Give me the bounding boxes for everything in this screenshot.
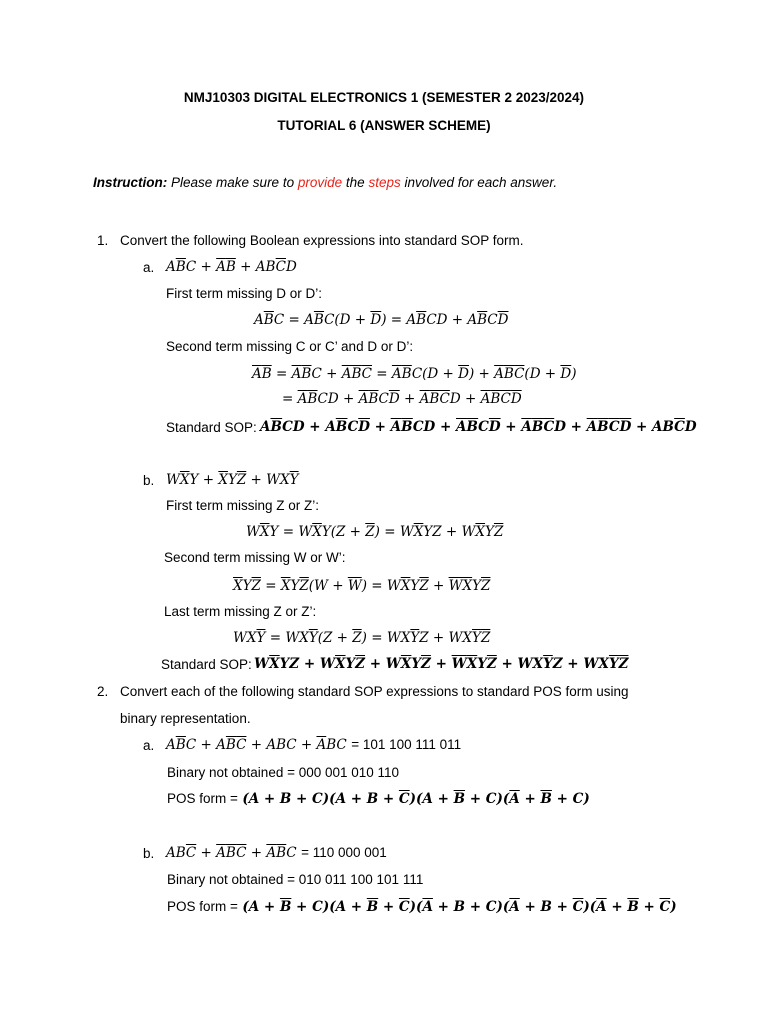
q1b-standard-sop: $W\overline{X}YZ + W\overline{X}Y\overline{Z} + W\overline{X}Y\overline{Z} + \overline{W}\overline{X}Y\overline{Z} + WX\overline{Y}Z + WX\overline{Y}\overline{Z}$ — [254, 656, 629, 672]
q1b-step1: First term missing Z or Z’: — [166, 498, 320, 513]
q2b-pos-expression: $(A + \overline{B} + C)(A + \overline{B} + \overline{C})(\overline{A} + B + C)(\overline{A} + B + \overline{C})(\overline{A} + \overline{B} + \overline{C})$ — [242, 899, 677, 915]
q2a-expression-line — [166, 735, 461, 755]
instruction-text: involved for each answer. — [404, 175, 558, 190]
q1b-expansion3: $WX\overline{Y} = WX\overline{Y}(Z + \overline{Z}) = WX\overline{Y}Z + WX\overline{Y}\overline{Z}$ — [233, 630, 491, 646]
q1b-step3: Last term missing Z or Z’: — [164, 604, 317, 619]
q2b-binary: = 110 000 001 — [301, 845, 387, 860]
q2b-expression-line — [166, 843, 387, 863]
instruction-text: the — [345, 175, 365, 190]
page-title: NMJ10303 DIGITAL ELECTRONICS 1 (SEMESTER 2 2023/2024) — [183, 90, 585, 105]
q1b-expansion2: $\overline{X}Y\overline{Z} = \overline{X}Y\overline{Z}(W + \overline{W}) = W\overline{X}Y\overline{Z} + \overline{W}\overline{X}Y\overline{Z}$ — [233, 578, 491, 594]
q2b-pos-line — [167, 897, 677, 917]
q2b-not-obtained: Binary not obtained = 010 011 100 101 111 — [167, 872, 424, 887]
q2a-binary: = 101 100 111 011 — [351, 737, 462, 752]
q2b-label: b. — [143, 846, 155, 861]
instruction-provide: provide — [297, 175, 343, 190]
q1-number: 1. — [97, 233, 109, 248]
q1a-expansion3: = $\overline{A}\overline{B}CD + \overline{A}\overline{B}C\overline{D} + \overline{A}\overline{B}\overline{C}D + \overline{A}\overline{B}\overline{C}\overline{D}$ — [282, 391, 522, 407]
q2-text-line1: Convert each of the following standard SOP expressions to standard POS form using — [120, 684, 629, 699]
q1a-expansion2: $\overline{A}\overline{B} = \overline{A}\overline{B}C + \overline{A}\overline{B}\overline{C} = \overline{A}\overline{B}C(D + \overline{D}) + \overline{A}\overline{B}\overline{C}(D + \overline{D})$ — [252, 366, 577, 382]
q2a-not-obtained: Binary not obtained = 000 001 010 110 — [167, 765, 400, 780]
q2a-pos-expression: $(A + B + C)(A + B + \overline{C})(A + \overline{B} + C)(\overline{A} + \overline{B} + C)$ — [242, 791, 590, 807]
q1b-label: b. — [143, 473, 155, 488]
page-subtitle: TUTORIAL 6 (ANSWER SCHEME) — [277, 118, 491, 133]
q1a-standard-label: Standard SOP: — [166, 420, 257, 435]
q1a-standard-sop: $A\overline{B}CD + A\overline{B}C\overline{D} + \overline{A}\overline{B}CD + \overline{A}\overline{B}C\overline{D} + \overline{A}\overline{B}\overline{C}D + \overline{A}\overline{B}\overline{C}\overline{D} + AB\overline{C}D$ — [260, 419, 697, 435]
q1a-label: a. — [143, 260, 155, 275]
q1b-standard-label: Standard SOP: — [161, 657, 252, 672]
q2b-expression: $AB\overline{C} + \overline{A}\overline{B}\overline{C} + \overline{A}\overline{B}C$ — [166, 845, 297, 861]
q2b-pos-label: POS form = — [167, 899, 238, 914]
q1b-step2: Second term missing W or W’: — [164, 550, 346, 565]
instruction-line — [93, 174, 557, 192]
q2a-expression: $A\overline{B}C + A\overline{B}\overline{C}$ + ABC + $\overline{A}BC$ — [166, 737, 347, 753]
q2a-pos-line — [167, 789, 590, 809]
instruction-steps: steps — [368, 175, 401, 190]
q1a-expansion1: $A\overline{B}C = A\overline{B}C(D + \overline{D}) = A\overline{B}CD + A\overline{B}C\overline{D}$ — [254, 312, 509, 328]
q1b-expansion1: $W\overline{X}Y = W\overline{X}Y(Z + \overline{Z}) = W\overline{X}YZ + W\overline{X}Y\overline{Z}$ — [246, 524, 504, 540]
q2-text-line2: binary representation. — [120, 711, 251, 726]
q1b-expression: $W\overline{X}Y + \overline{X}Y\overline{Z} + WX\overline{Y}$ — [166, 472, 299, 488]
q1-text: Convert the following Boolean expressions into standard SOP form. — [120, 233, 524, 248]
instruction-label: Instruction: — [93, 175, 168, 190]
q1a-expression: $A\overline{B}C + \overline{A}\overline{B} + AB\overline{C}D$ — [166, 259, 297, 275]
instruction-text: Please make sure to — [171, 175, 295, 190]
q2-number: 2. — [97, 684, 109, 699]
q2a-label: a. — [143, 738, 155, 753]
q1a-step1: First term missing D or D’: — [166, 286, 323, 301]
q1a-step2: Second term missing C or C’ and D or D’: — [166, 339, 414, 354]
q2a-pos-label: POS form = — [167, 791, 238, 806]
